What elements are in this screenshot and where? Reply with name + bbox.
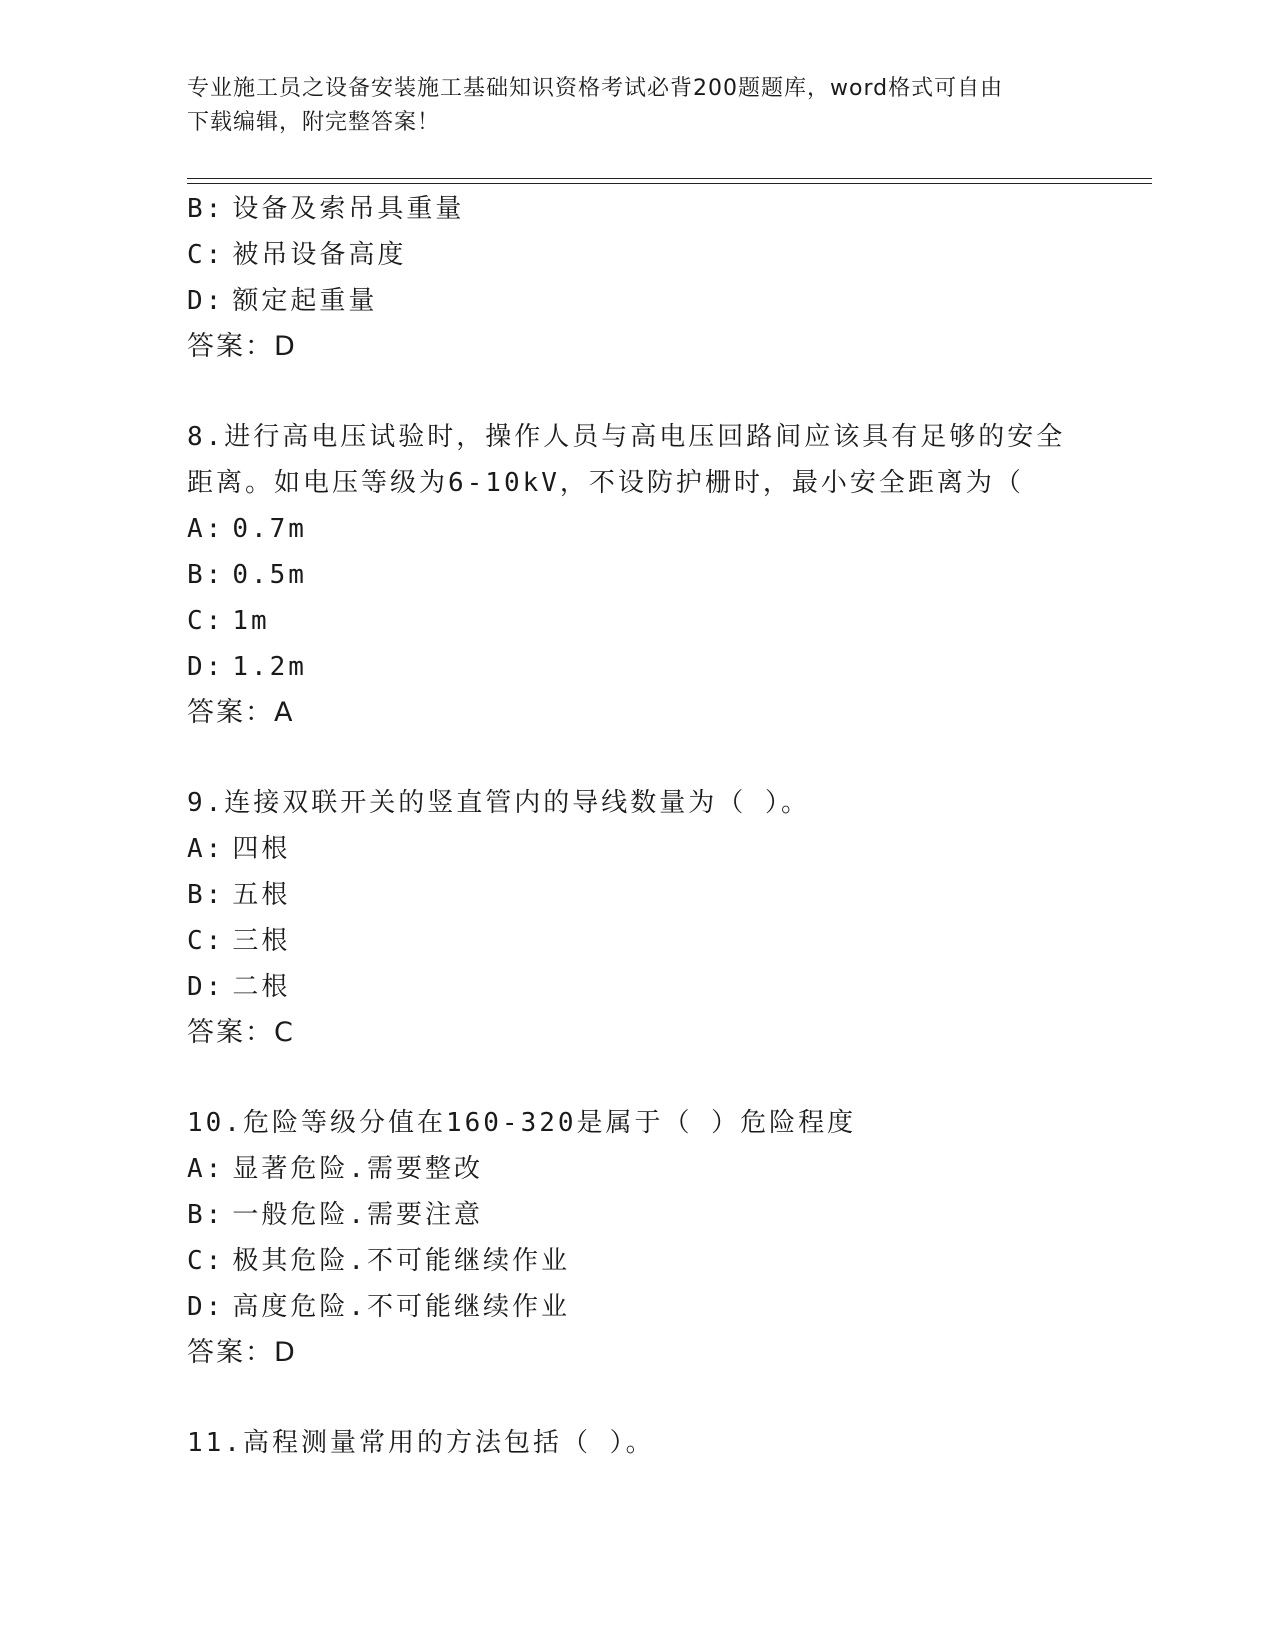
option-prefix: A: [187, 514, 225, 544]
option-text: 高度危险.不可能继续作业 [232, 1292, 570, 1322]
option-prefix: C: [187, 240, 225, 270]
option-text: 1m [232, 606, 270, 636]
question-stem: 距离。如电压等级为6-10kV，不设防护栅时，最小安全距离为（ [187, 468, 1024, 498]
option-prefix: C: [187, 1246, 225, 1276]
option-b [187, 1192, 1152, 1238]
option-text: 额定起重量 [232, 286, 378, 316]
option-prefix: B: [187, 1200, 225, 1230]
option-b [187, 872, 1152, 918]
header-divider-top [187, 178, 1152, 179]
option-d [187, 964, 1152, 1010]
option-prefix: C: [187, 606, 225, 636]
partial-question [187, 186, 1152, 370]
question-stem: 11.高程测量常用的方法包括（ ）。 [187, 1428, 655, 1458]
option-a [187, 1146, 1152, 1192]
question-8 [187, 414, 1152, 736]
header-title-line-2: 下载编辑，附完整答案！ [187, 110, 441, 135]
question-stem: 10.危险等级分值在160-320是属于（ ）危险程度 [187, 1108, 857, 1138]
option-d [187, 644, 1152, 690]
option-prefix: B: [187, 194, 225, 224]
option-text: 0.5m [232, 560, 307, 590]
option-text: 一般危险.需要注意 [232, 1200, 483, 1230]
option-c [187, 918, 1152, 964]
question-11 [187, 1420, 1152, 1466]
option-text: 1.2m [232, 652, 307, 682]
option-text: 二根 [232, 972, 291, 1002]
option-d [187, 278, 1152, 324]
option-prefix: D: [187, 652, 225, 682]
option-prefix: C: [187, 926, 225, 956]
option-text: 极其危险.不可能继续作业 [232, 1246, 570, 1276]
option-prefix: A: [187, 1154, 225, 1184]
question-list [187, 186, 1152, 1466]
answer-line: 答案：C [187, 1017, 295, 1048]
option-prefix: D: [187, 972, 225, 1002]
option-prefix: B: [187, 880, 225, 910]
question-stem: 8.进行高电压试验时，操作人员与高电压回路间应该具有足够的安全 [187, 422, 1066, 452]
option-b [187, 552, 1152, 598]
option-a [187, 506, 1152, 552]
answer-line: 答案：A [187, 697, 295, 728]
option-prefix: A: [187, 834, 225, 864]
option-text: 设备及索吊具重量 [232, 194, 465, 224]
option-prefix: B: [187, 560, 225, 590]
option-b [187, 186, 1152, 232]
option-text: 被吊设备高度 [232, 240, 407, 270]
option-text: 显著危险.需要整改 [232, 1154, 483, 1184]
option-text: 四根 [232, 834, 291, 864]
answer-line: 答案：D [187, 331, 297, 362]
option-c [187, 598, 1152, 644]
option-d [187, 1284, 1152, 1330]
option-c [187, 232, 1152, 278]
option-text: 五根 [232, 880, 291, 910]
option-text: 三根 [232, 926, 291, 956]
option-prefix: D: [187, 1292, 225, 1322]
header-divider-bottom [187, 183, 1152, 184]
option-c [187, 1238, 1152, 1284]
question-10 [187, 1100, 1152, 1376]
answer-line: 答案：D [187, 1337, 297, 1368]
question-9 [187, 780, 1152, 1056]
header-title-line-1: 专业施工员之设备安装施工基础知识资格考试必背200题题库，word格式可自由 [187, 76, 1004, 101]
option-text: 0.7m [232, 514, 307, 544]
option-prefix: D: [187, 286, 225, 316]
option-a [187, 826, 1152, 872]
question-stem: 9.连接双联开关的竖直管内的导线数量为（ ）。 [187, 788, 810, 818]
document-header [187, 72, 1067, 140]
